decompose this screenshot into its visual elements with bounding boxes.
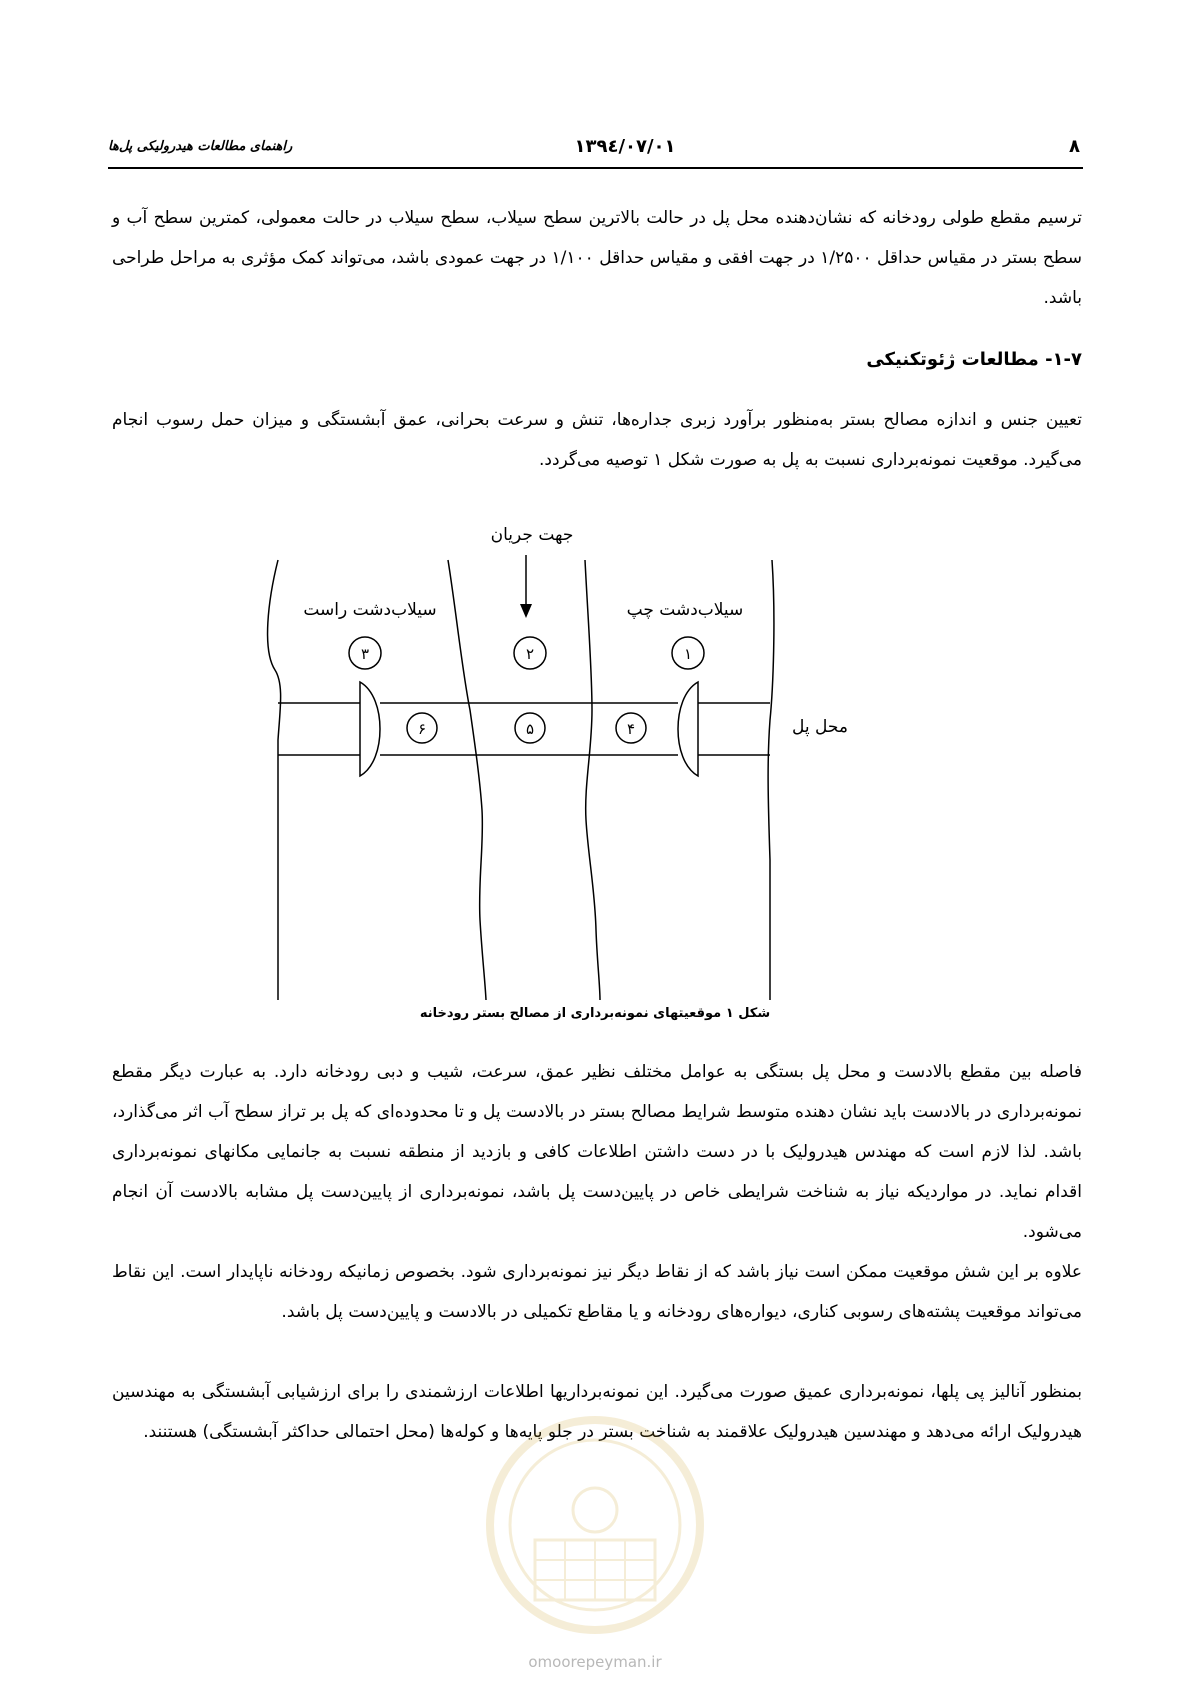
paragraph-1: ترسیم مقطع طولی رودخانه که نشان‌دهنده محل پل در حالت بالاترین سطح سیلاب، سطح سیلاب در حالت معمولی، کمترین سطح آب و سطح بستر در مقیاس حداقل ۱/۲۵۰۰ در جهت افقی و مقیاس حداقل ۱/۱۰۰ در جهت عمودی باشد، می‌تواند کمک مؤثری به مراحل طراحی باشد. — [112, 208, 1082, 308]
sample-point-6: ۶ — [417, 720, 427, 738]
paragraph-5: بمنظور آنالیز پی پلها، نمونه‌برداری عمیق صورت می‌گیرد. این نمونه‌برداریها اطلاعات ارزشمندی را برای ارزشیابی آبشستگی به مهندسین هیدرولیک ارائه می‌دهد و مهندسین هیدرولیک علاقمند به شناخت بستر در جلو پایه‌ها و کوله‌ها (محل احتمالی حداکثر آبشستگی) هستنند. — [112, 1382, 1082, 1442]
header-title: راهنمای مطالعات هیدرولیکی پل‌ها — [108, 139, 293, 154]
section-heading: ۱-۷- مطالعات ژئوتکنیکی — [866, 349, 1082, 370]
river-bank-right — [448, 560, 486, 1000]
right-floodplain-label: سیلاب‌دشت راست — [303, 600, 437, 620]
sample-point-3: ۳ — [360, 645, 370, 663]
sample-point-2: ۲ — [525, 645, 535, 663]
paragraph-4: علاوه بر این شش موقعیت ممکن است نیاز باشد که از نقاط دیگر نیز نمونه‌برداری شود. بخصوص زمانیکه رودخانه ناپایدار است. این نقاط می‌تواند موقعیت پشته‌های رسوبی کناری، دیواره‌های رودخانه و یا مقاطع تکمیلی در بالادست و پایین‌دست پل باشد. — [112, 1262, 1082, 1322]
river-diagram — [270, 525, 890, 1000]
paragraph-3: فاصله بین مقطع بالادست و محل پل بستگی به عوامل مختلف نظیر عمق، سرعت، شیب و دبی رودخانه دارد. به عبارت دیگر مقطع نمونه‌برداری در بالادست باید نشان دهنده متوسط شرایط مصالح بستر در بالادست پل و تا محدوده‌ای که پل بر تراز سطح آب اثر می‌گذارد، باشد. لذا لازم است که مهندس هیدرولیک با در دست داشتن اطلاعات کافی و بازدید از منطقه نسبت به جانمایی مکانهای نمونه‌برداری اقدام نماید. در مواردیکه نیاز به شناخت شرایطی خاص در پایین‌دست پل باشد، نمونه‌برداری از پایین‌دست پل مشابه بالادست آن انجام می‌شود. — [112, 1062, 1082, 1242]
sampling-locations-figure — [270, 525, 890, 1000]
left-floodplain-label: سیلاب‌دشت چپ — [626, 600, 744, 620]
header-date: ۱۳۹٤/۰۷/۰۱ — [574, 136, 676, 157]
paragraph-2: تعیین جنس و اندازه مصالح بستر به‌منظور برآورد زبری جداره‌ها، تنش و سرعت بحرانی، عمق آبشستگی و میزان حمل رسوب انجام می‌گیرد. موقعیت نمونه‌برداری نسبت به پل به صورت شکل ۱ توصیه می‌گردد. — [112, 410, 1082, 470]
abutment-right — [360, 682, 380, 776]
right-floodplain-boundary — [268, 560, 281, 1000]
watermark-url: omoorepeyman.ir — [528, 1653, 662, 1671]
page-number: ۸ — [1069, 136, 1080, 157]
abutment-left — [678, 682, 698, 776]
sample-point-4: ۴ — [626, 720, 636, 738]
header-divider — [108, 167, 1083, 169]
flow-arrow-icon — [520, 555, 532, 618]
river-bank-left — [585, 560, 600, 1000]
bridge-location-label: محل پل — [792, 717, 848, 737]
flow-direction-label: جهت جریان — [490, 525, 574, 545]
figure-caption: شکل ۱ موقعیتهای نمونه‌برداری از مصالح بستر رودخانه — [419, 1006, 771, 1021]
watermark-seal — [480, 1400, 710, 1690]
sample-point-1: ۱ — [683, 645, 693, 663]
left-floodplain-boundary — [768, 560, 774, 1000]
sample-point-5: ۵ — [525, 720, 535, 738]
